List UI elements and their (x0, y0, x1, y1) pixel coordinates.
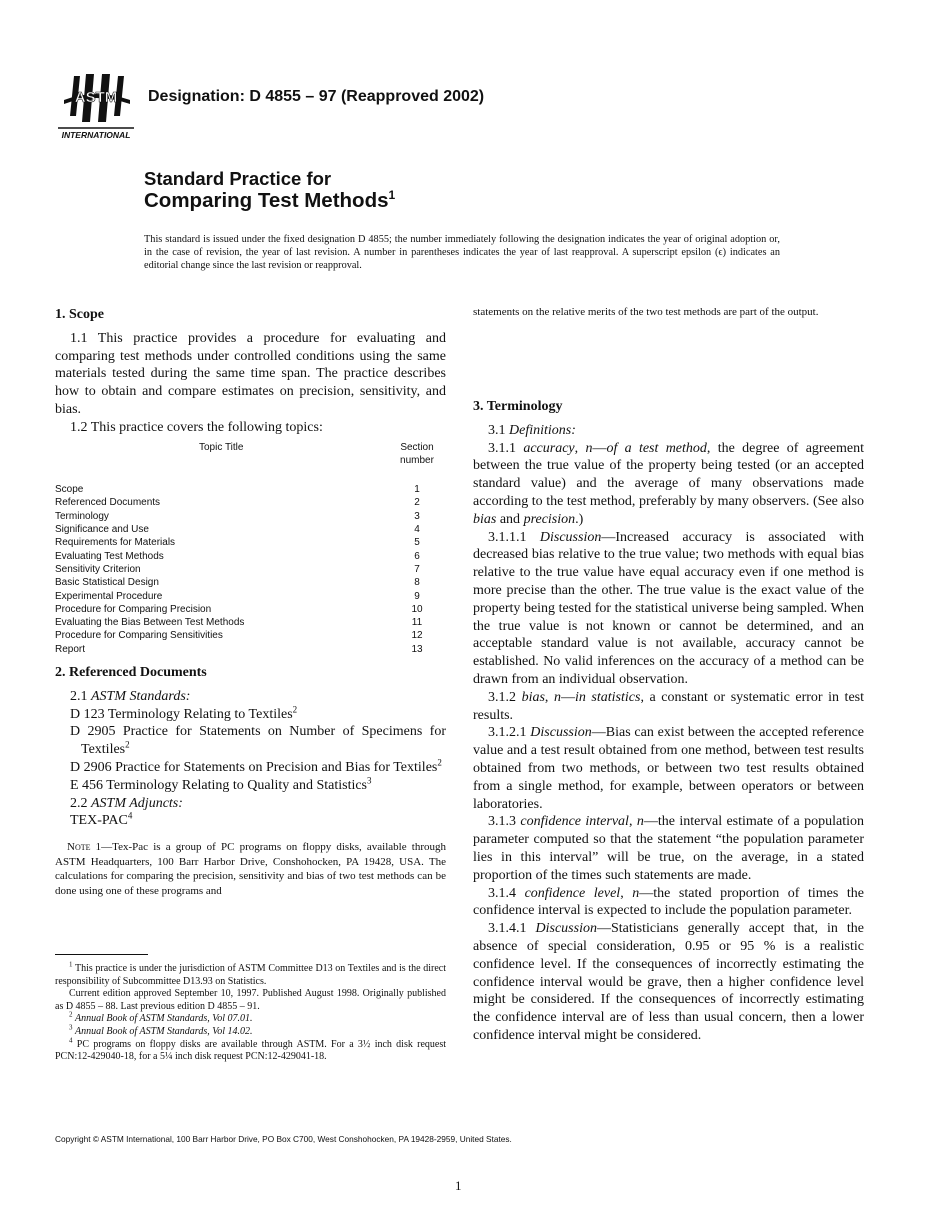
toc-topic: Terminology (55, 510, 109, 522)
def-accuracy: 3.1.1 accuracy, n—of a test method, the degree of agreement between the true value of the property being tested (or an accepted standard value) and the average of many observations made according to the test method, preferably by many observers. (See also bias and precision.) (473, 440, 865, 527)
toc-row (55, 550, 437, 563)
toc-topic: Report (55, 643, 86, 655)
topics-table (55, 441, 437, 656)
toc-topic: Sensitivity Criterion (55, 563, 141, 575)
toc-topic: Procedure for Comparing Precision (55, 603, 212, 615)
toc-row (55, 629, 437, 642)
def-confidence-interval: 3.1.3 confidence interval, n—the interval estimate of a population parameter computed so that the statement “the population parameter lies in this interval” will be true, on the average, in a stated proportion of the times such statements are made. (473, 814, 865, 883)
toc-section-number: 8 (414, 577, 420, 589)
toc-row (55, 563, 437, 576)
designation: Designation: D 4855 – 97 (Reapproved 2002) (148, 88, 485, 105)
footnote-3: $^3$ Annual Book of ASTM Standards, Vol 14.02. (69, 1023, 253, 1037)
toc-section-number: 4 (414, 524, 420, 536)
toc-row (55, 643, 437, 656)
def-bias: 3.1.2 bias, n—in statistics, a constant or systematic error in test results. (473, 689, 865, 723)
toc-row (55, 536, 437, 549)
toc-row (55, 523, 437, 536)
toc-topic: Evaluating the Bias Between Test Methods (55, 617, 245, 629)
toc-section-number: 2 (414, 497, 420, 509)
def-confidence-level: 3.1.4 confidence level, n—the stated proportion of times the confidence interval is expected to include the population parameter. (473, 885, 865, 919)
right-column (473, 398, 864, 1045)
toc-topic: Evaluating Test Methods (55, 550, 164, 562)
page-number: 1 (455, 1178, 462, 1193)
title-line2: Comparing Test Methods$^1$ (144, 188, 396, 212)
toc-section-number: 12 (411, 630, 423, 642)
toc-topic: Procedure for Comparing Sensitivities (55, 630, 223, 642)
toc-row (55, 603, 437, 616)
toc-header-title: Topic Title (199, 441, 244, 453)
toc-row (55, 510, 437, 523)
texpac-item: TEX-PAC$^4$ (70, 810, 133, 829)
footnote-2: $^2$ Annual Book of ASTM Standards, Vol 07.01. (69, 1011, 253, 1025)
footnote-4: $^4$ PC programs on floppy disks are available through ASTM. For a 3½ inch disk request PCN:12-429040-18, for a 5¼ inch disk request PCN:12-429041-18. (55, 1036, 447, 1063)
toc-topic: Experimental Procedure (55, 590, 163, 602)
footnote-1: $^1$ This practice is under the jurisdiction of ASTM Committee D13 on Textiles and is the direct responsibility of Subcommittee D13.93 on Statistics. (55, 960, 446, 987)
scope-paragraph-2: 1.2 This practice covers the following topics: (70, 419, 323, 435)
referenced-document: D 2905 Practice for Statements on Number of Specimens for Textiles$^2$ (70, 724, 446, 758)
astm-adjuncts-label: 2.2 ASTM Adjuncts: (70, 795, 183, 811)
toc-topic: Referenced Documents (55, 497, 161, 509)
referenced-document: D 123 Terminology Relating to Textiles$^2$ (70, 703, 298, 722)
referenced-document: D 2906 Practice for Statements on Precision and Bias for Textiles$^2$ (70, 757, 442, 776)
toc-topic: Scope (55, 484, 84, 496)
def-accuracy-discussion: 3.1.1.1 Discussion—Increased accuracy is associated with decreased bias relative to the true value; two methods with equal bias relative to the true value have equal accuracy even if one method is more precise than the other. The true value is the exact value of the property being tested for the statistical universe being sampled. When the true value is not known or cannot be determined, and an acceptable standard value is not available, accuracy cannot be established. No valid inferences on the accuracy of a method can be drawn from an individual observation. (473, 529, 864, 687)
terminology-heading: 3. Terminology (473, 399, 563, 414)
referenced-heading: 2. Referenced Documents (55, 665, 207, 681)
toc-row (55, 616, 437, 629)
scope-heading: 1. Scope (55, 307, 104, 322)
toc-topic: Basic Statistical Design (55, 577, 159, 589)
note-1: Note 1—Tex-Pac is a group of PC programs on floppy disks, available through ASTM Headquarters, 100 Barr Harbor Drive, Conshohocken, PA 19428, USA. The calculations for comparing the precision, sensitivity and bias of two test methods can be done using one of these programs and (55, 841, 446, 897)
toc-section-number: 13 (411, 643, 423, 655)
definitions-label: 3.1 Definitions: (488, 422, 576, 438)
left-column (55, 304, 446, 898)
toc-section-number: 6 (414, 550, 420, 562)
logo-letters: ASTM (74, 89, 118, 106)
scope-paragraph-1: 1.1 This practice provides a procedure for evaluating and comparing test methods under controlled conditions using the same materials tested during the same time span. The practice describes how to obtain and compare estimates on precision, sensitivity, and bias. (55, 330, 446, 417)
toc-section-number: 5 (414, 537, 420, 549)
toc-section-number: 3 (414, 510, 420, 522)
toc-row (55, 496, 437, 509)
logo-international: INTERNATIONAL (61, 130, 131, 140)
standard-notice: This standard is issued under the fixed designation D 4855; the number immediately following the designation indicates the year of original adoption or, in the case of revision, the year of last revision. A number in parentheses indicates the year of last reapproval. A superscript epsilon (ϵ) indicates an editorial change since the last revision or reapproval. (144, 234, 780, 272)
toc-section-number: 7 (414, 563, 420, 575)
toc-row (55, 483, 437, 496)
def-bias-discussion: 3.1.2.1 Discussion—Bias can exist between the accepted reference value and a test result obtained from one method, between test results obtained from two methods, or between two test results obtained from a single method, for example, between operators or between laboratories. (473, 725, 864, 812)
toc-section-number: 10 (411, 603, 423, 615)
toc-row (55, 576, 437, 589)
note-1-continued: statements on the relative merits of the two test methods are part of the output. (473, 306, 819, 318)
title-line1: Standard Practice for (144, 168, 332, 189)
toc-topic: Requirements for Materials (55, 537, 176, 549)
astm-logo (56, 70, 136, 142)
footnotes (55, 960, 447, 1064)
document-title (144, 168, 395, 212)
toc-topic: Significance and Use (55, 524, 149, 536)
astm-standards-label: 2.1 ASTM Standards: (70, 688, 191, 704)
toc-section-number: 1 (414, 484, 420, 496)
footnote-1b: Current edition approved September 10, 1997. Published August 1998. Originally published as D 4855 – 88. Last previous edition D 4855 – 91. (55, 988, 446, 1012)
copyright: Copyright © ASTM International, 100 Barr Harbor Drive, PO Box C700, West Conshohocken, PA 19428-2959, United States. (55, 1134, 512, 1144)
footnote-rule (55, 954, 148, 955)
toc-section-number: 11 (411, 617, 423, 629)
toc-row (55, 590, 437, 603)
referenced-document: E 456 Terminology Relating to Quality and Statistics$^3$ (70, 775, 372, 793)
toc-header-number: Section number (400, 441, 434, 466)
toc-section-number: 9 (414, 590, 420, 602)
def-confidence-level-discussion: 3.1.4.1 Discussion—Statisticians generally accept that, in the absence of special consideration, 0.95 or 95 % is a realistic confidence level. If the consequences of incorrectly estimating the confidence interval would be grave, then a higher confidence level might be considered. If the consequences of incorrectly estimating the confidence interval are of less than usual concern, then a lower confidence interval might be considered. (473, 921, 864, 1043)
title-footnote-mark: 1 (388, 188, 396, 203)
